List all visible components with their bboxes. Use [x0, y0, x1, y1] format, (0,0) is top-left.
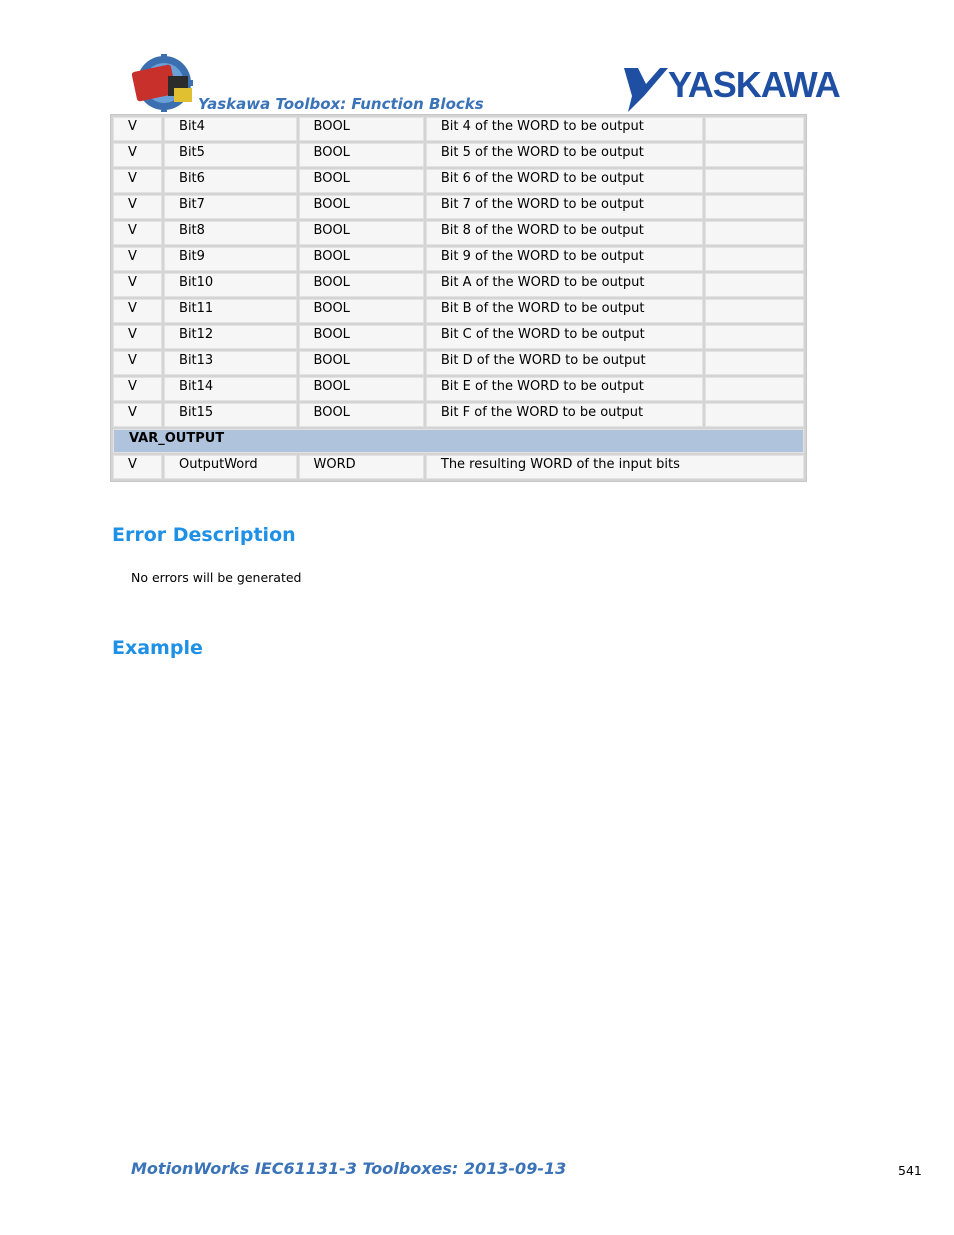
var-output-label: VAR_OUTPUT	[113, 429, 804, 453]
footer-title: MotionWorks IEC61131-3 Toolboxes: 2013-09-13	[131, 1159, 567, 1178]
param-name-cell: Bit6	[164, 169, 297, 193]
param-datatype-cell: WORD	[299, 455, 424, 479]
param-type-cell: V	[113, 325, 162, 349]
param-extra-cell	[705, 195, 804, 219]
param-extra-cell	[705, 247, 804, 271]
param-description-cell: Bit B of the WORD to be output	[426, 299, 703, 323]
table-row	[113, 455, 804, 479]
param-type-cell: V	[113, 273, 162, 297]
param-description-cell: Bit 4 of the WORD to be output	[426, 117, 703, 141]
page-number: 541	[898, 1163, 922, 1178]
param-extra-cell	[705, 377, 804, 401]
param-datatype-cell: BOOL	[299, 169, 424, 193]
param-name-cell: Bit5	[164, 143, 297, 167]
param-type-cell: V	[113, 143, 162, 167]
param-datatype-cell: BOOL	[299, 195, 424, 219]
param-extra-cell	[705, 221, 804, 245]
param-extra-cell	[705, 325, 804, 349]
table-row	[113, 195, 804, 219]
table-row	[113, 273, 804, 297]
example-heading: Example	[112, 637, 203, 659]
param-datatype-cell: BOOL	[299, 143, 424, 167]
param-datatype-cell: BOOL	[299, 325, 424, 349]
param-name-cell: Bit10	[164, 273, 297, 297]
table-row	[113, 117, 804, 141]
param-name-cell: Bit9	[164, 247, 297, 271]
param-type-cell: V	[113, 299, 162, 323]
table-row	[113, 377, 804, 401]
param-description-cell: The resulting WORD of the input bits	[426, 455, 804, 479]
table-row	[113, 221, 804, 245]
param-datatype-cell: BOOL	[299, 247, 424, 271]
param-name-cell: Bit11	[164, 299, 297, 323]
table-row	[113, 403, 804, 427]
param-type-cell: V	[113, 403, 162, 427]
param-name-cell: Bit14	[164, 377, 297, 401]
yaskawa-logo	[622, 66, 844, 112]
param-description-cell: Bit C of the WORD to be output	[426, 325, 703, 349]
param-datatype-cell: BOOL	[299, 299, 424, 323]
param-name-cell: Bit12	[164, 325, 297, 349]
table-row	[113, 299, 804, 323]
param-datatype-cell: BOOL	[299, 117, 424, 141]
param-description-cell: Bit D of the WORD to be output	[426, 351, 703, 375]
param-type-cell: V	[113, 247, 162, 271]
param-type-cell: V	[113, 117, 162, 141]
param-description-cell: Bit F of the WORD to be output	[426, 403, 703, 427]
param-type-cell: V	[113, 351, 162, 375]
param-description-cell: Bit 7 of the WORD to be output	[426, 195, 703, 219]
error-description-heading: Error Description	[112, 524, 296, 546]
var-output-section-row	[113, 429, 804, 453]
table-row	[113, 325, 804, 349]
param-extra-cell	[705, 169, 804, 193]
yaskawa-toolbox-gear-icon	[128, 54, 200, 112]
param-description-cell: Bit E of the WORD to be output	[426, 377, 703, 401]
param-name-cell: Bit4	[164, 117, 297, 141]
parameter-table	[110, 114, 807, 482]
param-extra-cell	[705, 143, 804, 167]
param-name-cell: Bit13	[164, 351, 297, 375]
param-type-cell: V	[113, 169, 162, 193]
svg-text:YASKAWA: YASKAWA	[668, 66, 840, 105]
table-row	[113, 351, 804, 375]
param-name-cell: Bit8	[164, 221, 297, 245]
param-name-cell: Bit15	[164, 403, 297, 427]
param-datatype-cell: BOOL	[299, 351, 424, 375]
param-extra-cell	[705, 117, 804, 141]
param-datatype-cell: BOOL	[299, 377, 424, 401]
param-extra-cell	[705, 299, 804, 323]
header-title: Yaskawa Toolbox: Function Blocks	[198, 95, 484, 113]
param-name-cell: Bit7	[164, 195, 297, 219]
param-description-cell: Bit 6 of the WORD to be output	[426, 169, 703, 193]
param-extra-cell	[705, 351, 804, 375]
param-type-cell: V	[113, 195, 162, 219]
param-datatype-cell: BOOL	[299, 221, 424, 245]
param-name-cell: OutputWord	[164, 455, 297, 479]
param-description-cell: Bit 8 of the WORD to be output	[426, 221, 703, 245]
param-datatype-cell: BOOL	[299, 403, 424, 427]
table-row	[113, 247, 804, 271]
param-extra-cell	[705, 403, 804, 427]
param-description-cell: Bit 5 of the WORD to be output	[426, 143, 703, 167]
param-description-cell: Bit 9 of the WORD to be output	[426, 247, 703, 271]
param-datatype-cell: BOOL	[299, 273, 424, 297]
param-type-cell: V	[113, 221, 162, 245]
param-type-cell: V	[113, 455, 162, 479]
table-row	[113, 169, 804, 193]
param-type-cell: V	[113, 377, 162, 401]
error-description-text: No errors will be generated	[131, 570, 302, 585]
table-row	[113, 143, 804, 167]
param-description-cell: Bit A of the WORD to be output	[426, 273, 703, 297]
param-extra-cell	[705, 273, 804, 297]
